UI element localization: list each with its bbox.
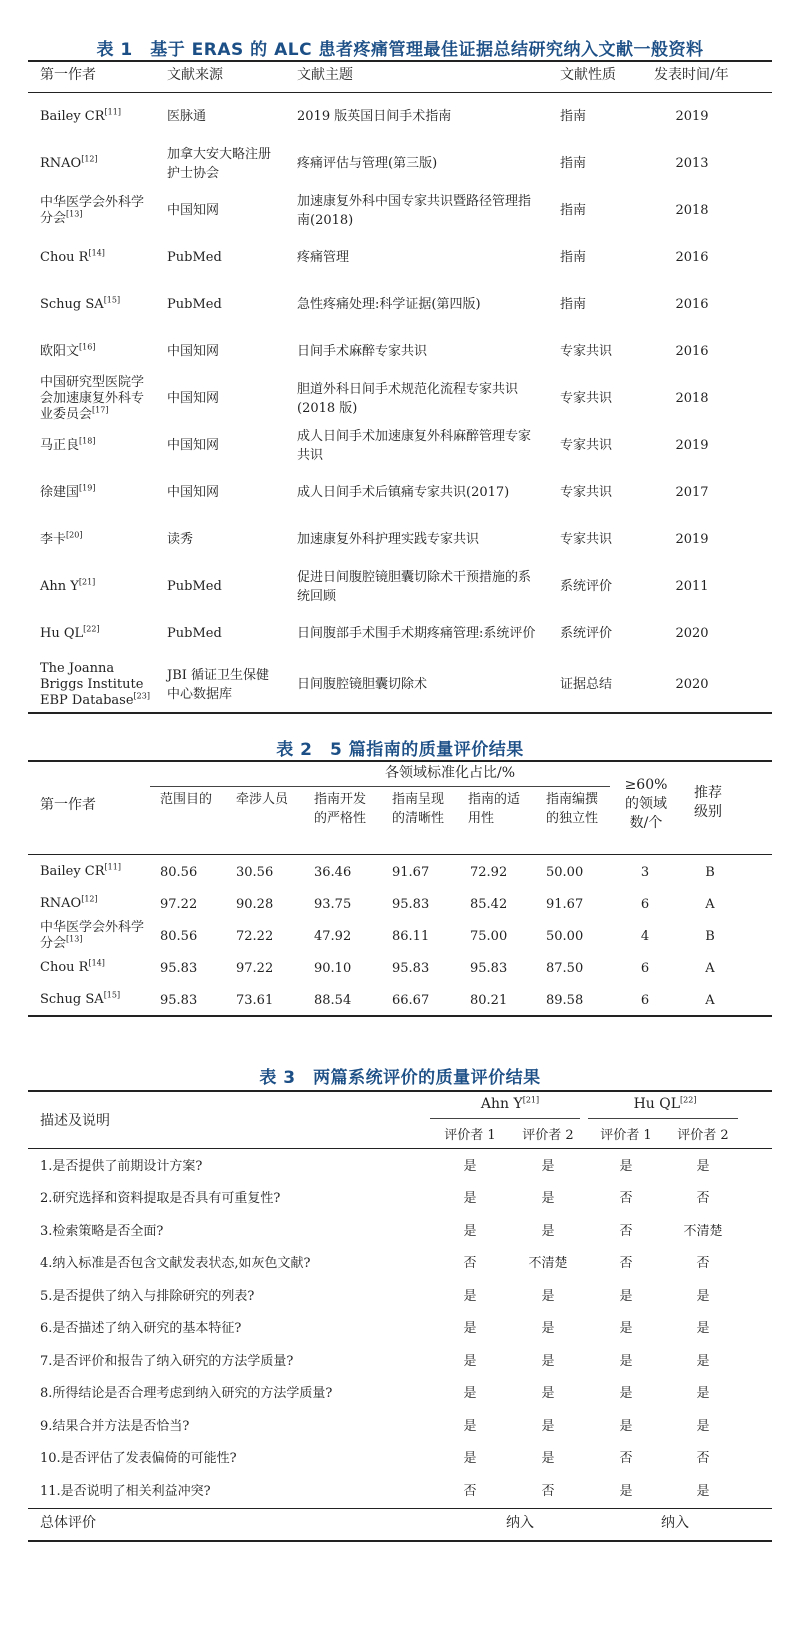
table1-year: 2020 — [675, 626, 709, 641]
table3-study-ahn: Ahn Y[21] — [480, 1095, 540, 1112]
table2-value: 66.67 — [392, 992, 430, 1008]
table1-source: PubMed — [167, 579, 222, 594]
table3-question: 7.是否评价和报告了纳入研究的方法学质量? — [40, 1353, 294, 1369]
table1-header-author: 第一作者 — [40, 67, 96, 83]
table1-topic: 加速康复外科护理实践专家共识 — [297, 532, 480, 547]
table3-answer: 是 — [541, 1158, 555, 1174]
table1-row — [0, 657, 800, 712]
table3-question: 3.检索策略是否全面? — [40, 1223, 164, 1239]
reference-marker: [20] — [66, 530, 83, 540]
table2-grade: A — [705, 992, 715, 1008]
table1-author-text: 中国研究型医院学会加速康复外科专业委员会 — [40, 375, 145, 422]
table1-type: 系统评价 — [560, 626, 613, 641]
table1-topic: 日间腹部手术围手术期疼痛管理:系统评价 — [297, 626, 536, 641]
table2-value: 90.10 — [314, 960, 352, 976]
table3-answer: 是 — [619, 1418, 633, 1434]
table3-answer: 是 — [463, 1353, 477, 1369]
table1-row — [0, 234, 800, 281]
table3-answer: 是 — [463, 1158, 477, 1174]
table3-answer: 否 — [619, 1223, 633, 1239]
table1-author-text: Bailey CR — [40, 108, 105, 124]
reference-marker: [13] — [66, 209, 83, 219]
table1-author-text: 徐建国 — [40, 484, 80, 500]
table1-source: 医脉通 — [167, 109, 207, 124]
table1-author — [40, 195, 150, 227]
table1-topic: 日间手术麻醉专家共识 — [297, 344, 428, 359]
table1-author-text: The Joanna Briggs Institute EBP Database — [40, 660, 144, 708]
table2-value: 72.92 — [470, 864, 508, 880]
table2-author — [40, 992, 155, 1008]
table2-row — [0, 984, 800, 1016]
table1-top-rule — [28, 60, 772, 62]
table1-author — [40, 532, 150, 548]
table1-source: PubMed — [167, 297, 222, 312]
table2-author-text: Schug SA — [40, 992, 104, 1007]
table3-answer: 是 — [541, 1353, 555, 1369]
table1-topic: 加速康复外科中国专家共识暨路径管理指南(2018) — [297, 193, 532, 228]
table3-answer: 是 — [541, 1321, 555, 1337]
reference-marker: [22] — [83, 624, 100, 634]
table1-caption: 表 1 基于 ERAS 的 ALC 患者疼痛管理最佳证据总结研究纳入文献一般资料 — [96, 40, 704, 60]
table1-source: 读秀 — [167, 532, 194, 547]
table2-grade: A — [705, 960, 715, 976]
table1-type: 专家共识 — [560, 391, 613, 406]
table2-domain-header: 指南呈现的清晰性 — [392, 792, 445, 826]
table1-author — [40, 250, 150, 266]
table2-author — [40, 896, 155, 912]
table1-author — [40, 438, 150, 454]
table1-type: 指南 — [560, 297, 587, 312]
table3-answer: 是 — [696, 1418, 710, 1434]
table1-row — [0, 422, 800, 469]
table2-value: 75.00 — [470, 928, 508, 944]
table2-value: 86.11 — [392, 928, 430, 944]
table1-year: 2016 — [675, 250, 709, 265]
table1-topic: 成人日间手术后镇痛专家共识(2017) — [297, 485, 510, 500]
table1-row — [0, 140, 800, 187]
table1-row — [0, 516, 800, 563]
table3-question: 6.是否描述了纳入研究的基本特征? — [40, 1321, 242, 1337]
table1-year: 2019 — [675, 438, 709, 453]
table3-answer: 是 — [696, 1353, 710, 1369]
table3-reviewer-header: 评价者 2 — [522, 1128, 574, 1143]
table3-question: 11.是否说明了相关利益冲突? — [40, 1483, 211, 1499]
table1-source: 中国知网 — [167, 344, 220, 359]
table2-value: 87.50 — [546, 960, 584, 976]
table3-question: 5.是否提供了纳入与排除研究的列表? — [40, 1288, 255, 1304]
table2-domain-header: 指南开发的严格性 — [314, 792, 367, 826]
table2-group-rule — [150, 786, 610, 787]
table3-question: 9.结果合并方法是否恰当? — [40, 1418, 190, 1434]
table3-overall-rule — [28, 1508, 772, 1509]
table2-caption: 表 2 5 篇指南的质量评价结果 — [276, 740, 524, 760]
table2-value: 95.83 — [160, 992, 198, 1008]
table3-row — [0, 1443, 800, 1476]
table3-answer: 是 — [696, 1386, 710, 1402]
table2-top-rule — [28, 760, 772, 762]
table1-author — [40, 344, 150, 360]
table3-overall-hu: 纳入 — [661, 1515, 689, 1531]
table3-header-desc: 描述及说明 — [40, 1113, 110, 1129]
table1-author — [40, 156, 150, 172]
table1-row — [0, 469, 800, 516]
table3-answer: 是 — [463, 1418, 477, 1434]
table1-author — [40, 375, 150, 423]
table3-answer: 是 — [541, 1288, 555, 1304]
table2-author — [40, 960, 155, 976]
table2-value: 95.83 — [470, 960, 508, 976]
table1-year: 2018 — [675, 203, 709, 218]
table2-value: 90.28 — [236, 896, 274, 912]
table2-count: 6 — [640, 896, 650, 912]
table2-value: 47.92 — [314, 928, 352, 944]
table3-question: 8.所得结论是否合理考虑到纳入研究的方法学质量? — [40, 1386, 333, 1402]
reference-marker: [11] — [104, 862, 121, 872]
table1-author-text: 欧阳文 — [40, 343, 80, 359]
table3-header-rule — [28, 1148, 772, 1149]
reference-marker: [23] — [133, 691, 150, 701]
table2-value: 91.67 — [392, 864, 430, 880]
table3-reviewer-header: 评价者 1 — [600, 1128, 652, 1143]
table3-answer: 是 — [619, 1483, 633, 1499]
table1-year: 2016 — [675, 344, 709, 359]
table2-domain-header: 指南的适用性 — [468, 792, 521, 826]
table1-author-text: 李卡 — [40, 531, 67, 547]
table3-answer: 是 — [541, 1418, 555, 1434]
table1-author-text: Hu QL — [40, 625, 84, 641]
table2-author-text: 中华医学会外科学分会 — [40, 920, 145, 951]
table3-answer: 是 — [463, 1191, 477, 1207]
table2-domain-header: 指南编撰的独立性 — [546, 792, 599, 826]
table1-source: 中国知网 — [167, 203, 220, 218]
table1-topic: 2019 版英国日间手术指南 — [297, 109, 452, 124]
table2-value: 88.54 — [314, 992, 352, 1008]
table2-author-text: Bailey CR — [40, 864, 105, 879]
reference-marker: [17] — [92, 405, 109, 415]
table1-row — [0, 563, 800, 610]
table2-header-count: ≥60%的领域数/个 — [624, 777, 668, 831]
table2-header-author: 第一作者 — [40, 797, 96, 813]
table1-author-text: 马正良 — [40, 437, 80, 453]
table2-count: 6 — [640, 992, 650, 1008]
table3-top-rule — [28, 1090, 772, 1092]
table3-row — [0, 1475, 800, 1508]
table1-type: 指南 — [560, 109, 587, 124]
reference-marker: [15] — [103, 990, 121, 1000]
table2-value: 73.61 — [236, 992, 274, 1008]
table2-author-text: Chou R — [40, 960, 89, 975]
table3-answer: 是 — [463, 1223, 477, 1239]
table2-header-rule — [28, 854, 772, 855]
table3-answer: 是 — [619, 1386, 633, 1402]
table1-year: 2019 — [675, 532, 709, 547]
reference-marker: [21] — [78, 577, 96, 587]
table1-type: 系统评价 — [560, 579, 613, 594]
table2-count: 6 — [640, 960, 650, 976]
table3-answer: 否 — [463, 1256, 477, 1272]
table3-answer: 不清楚 — [528, 1256, 568, 1272]
reference-marker: [14] — [88, 248, 105, 258]
table2-value: 95.83 — [392, 960, 430, 976]
table1-row — [0, 375, 800, 422]
table1-year: 2013 — [675, 156, 709, 171]
table1-author — [40, 661, 150, 709]
table3-row — [0, 1313, 800, 1346]
table3-question: 4.纳入标准是否包含文献发表状态,如灰色文献? — [40, 1256, 311, 1272]
table1-row — [0, 281, 800, 328]
table1-type: 指南 — [560, 203, 587, 218]
table3-row — [0, 1183, 800, 1216]
table1-source: PubMed — [167, 626, 222, 641]
table3-study-hu: Hu QL[22] — [633, 1095, 697, 1112]
table2-value: 95.83 — [392, 896, 430, 912]
table2-count: 4 — [640, 928, 650, 944]
table1-type: 指南 — [560, 250, 587, 265]
table3-answer: 是 — [541, 1451, 555, 1467]
table3-overall-ahn: 纳入 — [506, 1515, 534, 1531]
table1-header-year: 发表时间/年 — [654, 67, 729, 83]
table3-row — [0, 1248, 800, 1281]
table1-author-text: RNAO — [40, 155, 82, 171]
table3-answer: 是 — [463, 1451, 477, 1467]
table1-year: 2018 — [675, 391, 709, 406]
table1-topic: 胆道外科日间手术规范化流程专家共识(2018 版) — [297, 381, 519, 416]
table1-author-text: 中华医学会外科学分会 — [40, 194, 145, 226]
table3-reviewer-header: 评价者 1 — [444, 1128, 496, 1143]
reference-marker: [12] — [81, 154, 98, 164]
table2-value: 80.56 — [160, 928, 198, 944]
table2-value: 50.00 — [546, 864, 584, 880]
table1-header-topic: 文献主题 — [297, 67, 353, 83]
table3-answer: 是 — [463, 1321, 477, 1337]
table2-value: 80.56 — [160, 864, 198, 880]
table2-domain-header: 牵涉人员 — [236, 792, 289, 807]
table1-author — [40, 626, 150, 642]
table3-answer: 否 — [463, 1483, 477, 1499]
table3-row — [0, 1215, 800, 1248]
table1-row — [0, 610, 800, 657]
table2-value: 89.58 — [546, 992, 584, 1008]
table2-grade: A — [705, 896, 715, 912]
table1-row — [0, 93, 800, 140]
table2-domain-header: 范围目的 — [160, 792, 213, 807]
table3-question: 10.是否评估了发表偏倚的可能性? — [40, 1451, 237, 1467]
table2-value: 85.42 — [470, 896, 508, 912]
table1-year: 2020 — [675, 677, 709, 692]
table1-author-text: Schug SA — [40, 296, 104, 312]
table1-source: PubMed — [167, 250, 222, 265]
table3-question: 1.是否提供了前期设计方案? — [40, 1158, 203, 1174]
table1-header-type: 文献性质 — [560, 67, 616, 83]
table3-answer: 是 — [619, 1158, 633, 1174]
table3-answer: 否 — [541, 1483, 555, 1499]
table3-bottom-rule — [28, 1540, 772, 1542]
table1-year: 2016 — [675, 297, 709, 312]
table2-value: 30.56 — [236, 864, 274, 880]
table3-question: 2.研究选择和资料提取是否具有可重复性? — [40, 1191, 281, 1207]
table3-answer: 是 — [696, 1321, 710, 1337]
table3-answer: 不清楚 — [683, 1223, 723, 1239]
table3-answer: 否 — [619, 1256, 633, 1272]
table2-grade: B — [705, 864, 715, 880]
table1-year: 2017 — [675, 485, 709, 500]
table1-type: 专家共识 — [560, 438, 613, 453]
reference-marker: [13] — [66, 934, 83, 944]
table2-author-text: RNAO — [40, 896, 82, 911]
table3-study-rule-hu — [588, 1118, 738, 1119]
table3-answer: 是 — [541, 1223, 555, 1239]
table3-answer: 是 — [619, 1288, 633, 1304]
table2-grade: B — [705, 928, 715, 944]
table2-count: 3 — [640, 864, 650, 880]
table1-bottom-rule — [28, 712, 772, 714]
table3-answer: 是 — [463, 1288, 477, 1304]
table1-year: 2011 — [675, 579, 709, 594]
table1-topic: 成人日间手术加速康复外科麻醉管理专家共识 — [297, 428, 532, 463]
table3-answer: 否 — [696, 1256, 710, 1272]
table1-topic: 疼痛评估与管理(第三版) — [297, 156, 438, 171]
table2-value: 97.22 — [236, 960, 274, 976]
table1-source: 中国知网 — [167, 391, 220, 406]
table3-answer: 是 — [696, 1483, 710, 1499]
table2-header-grade: 推荐级别 — [694, 785, 722, 820]
table1-type: 证据总结 — [560, 677, 613, 692]
table1-header-source: 文献来源 — [167, 67, 223, 83]
table1-author — [40, 297, 150, 313]
table2-author — [40, 920, 155, 952]
table3-overall-label: 总体评价 — [40, 1515, 96, 1531]
table3-answer: 是 — [696, 1288, 710, 1304]
table3-answer: 是 — [541, 1191, 555, 1207]
table2-value: 36.46 — [314, 864, 352, 880]
table1-row — [0, 187, 800, 234]
table3-answer: 是 — [463, 1386, 477, 1402]
table1-topic: 日间腹腔镜胆囊切除术 — [297, 677, 428, 692]
table3-answer: 是 — [619, 1321, 633, 1337]
table3-row — [0, 1345, 800, 1378]
table3-row — [0, 1150, 800, 1183]
table3-answer: 是 — [619, 1353, 633, 1369]
table3-answer: 否 — [696, 1191, 710, 1207]
table1-topic: 疼痛管理 — [297, 250, 350, 265]
table2-row — [0, 920, 800, 952]
table1-topic: 促进日间腹腔镜胆囊切除术干预措施的系统回顾 — [297, 569, 532, 604]
table1-type: 指南 — [560, 156, 587, 171]
table1-author — [40, 579, 150, 595]
table2-bottom-rule — [28, 1015, 772, 1017]
table2-row — [0, 856, 800, 888]
table2-row — [0, 952, 800, 984]
table3-answer: 否 — [619, 1191, 633, 1207]
table2-author — [40, 864, 155, 880]
table1-row — [0, 328, 800, 375]
table1-type: 专家共识 — [560, 485, 613, 500]
table1-author-text: Chou R — [40, 249, 89, 265]
table1-author — [40, 485, 150, 501]
table1-source: JBI 循证卫生保健中心数据库 — [167, 667, 270, 702]
table3-answer: 是 — [696, 1158, 710, 1174]
table3-row — [0, 1280, 800, 1313]
table2-value: 80.21 — [470, 992, 508, 1008]
reference-marker: [19] — [79, 483, 96, 493]
table1-source: 中国知网 — [167, 485, 220, 500]
table2-value: 72.22 — [236, 928, 274, 944]
reference-marker: [14] — [88, 958, 105, 968]
table2-value: 91.67 — [546, 896, 584, 912]
table2-row — [0, 888, 800, 920]
table2-header-group: 各领域标准化占比/% — [384, 765, 516, 781]
reference-marker: [12] — [81, 894, 98, 904]
table3-answer: 否 — [619, 1451, 633, 1467]
table1-topic: 急性疼痛处理:科学证据(第四版) — [297, 297, 481, 312]
table3-row — [0, 1410, 800, 1443]
reference-marker: [16] — [79, 342, 96, 352]
reference-marker: [18] — [79, 436, 96, 446]
table1-source: 加拿大安大略注册护士协会 — [167, 146, 272, 181]
table1-year: 2019 — [675, 109, 709, 124]
table2-value: 95.83 — [160, 960, 198, 976]
table2-value: 97.22 — [160, 896, 198, 912]
table3-study-rule-ahn — [430, 1118, 580, 1119]
table3-answer: 否 — [696, 1451, 710, 1467]
table3-caption: 表 3 两篇系统评价的质量评价结果 — [259, 1068, 541, 1088]
table1-author — [40, 109, 150, 125]
table2-value: 50.00 — [546, 928, 584, 944]
table1-type: 专家共识 — [560, 532, 613, 547]
table1-type: 专家共识 — [560, 344, 613, 359]
table3-answer: 是 — [541, 1386, 555, 1402]
table1-author-text: Ahn Y — [40, 578, 79, 594]
reference-marker: [15] — [103, 295, 121, 305]
table3-reviewer-header: 评价者 2 — [677, 1128, 729, 1143]
table2-value: 93.75 — [314, 896, 352, 912]
table1-source: 中国知网 — [167, 438, 220, 453]
table3-row — [0, 1378, 800, 1411]
reference-marker: [11] — [104, 107, 121, 117]
